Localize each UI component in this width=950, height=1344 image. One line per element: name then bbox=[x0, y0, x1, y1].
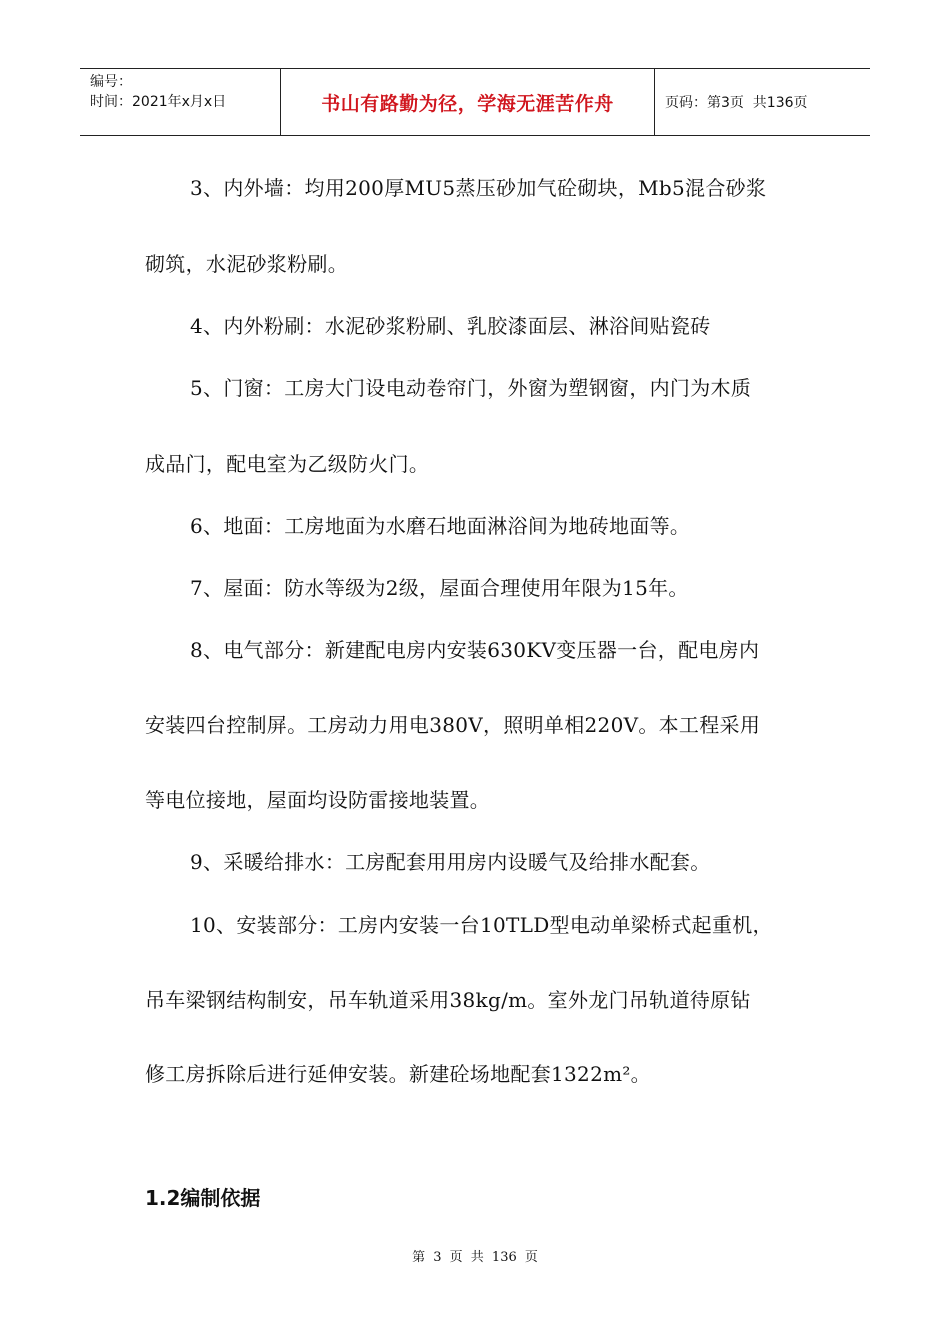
page-header bbox=[80, 68, 870, 136]
code-label: 编号： bbox=[90, 74, 132, 90]
section-heading: 1.2编制依据 bbox=[145, 1186, 261, 1210]
paragraph-line: 9、采暖给排水：工房配套用用房内设暖气及给排水配套。 bbox=[190, 850, 711, 874]
paragraph-line: 吊车梁钢结构制安，吊车轨道采用38kg/m。室外龙门吊轨道待原钻 bbox=[145, 988, 751, 1012]
paragraph-line: 砌筑，水泥砂浆粉刷。 bbox=[145, 252, 348, 276]
paragraph-line: 修工房拆除后进行延伸安装。新建砼场地配套1322m²。 bbox=[145, 1062, 651, 1086]
page-footer: 第 3 页 共 136 页 bbox=[412, 1250, 538, 1265]
header-meta bbox=[80, 69, 280, 135]
paragraph-line: 等电位接地，屋面均设防雷接地装置。 bbox=[145, 788, 491, 812]
paragraph-line: 7、屋面：防水等级为2级，屋面合理使用年限为15年。 bbox=[190, 576, 689, 600]
paragraph-line: 3、内外墙：均用200厚MU5蒸压砂加气砼砌块，Mb5混合砂浆 bbox=[190, 176, 767, 200]
paragraph-line: 8、电气部分：新建配电房内安装630KV变压器一台，配电房内 bbox=[190, 638, 760, 662]
header-page-info bbox=[655, 69, 870, 135]
paragraph-line: 成品门，配电室为乙级防火门。 bbox=[145, 452, 430, 476]
page-info-text: 页码：第3页 共136页 bbox=[665, 95, 808, 111]
paragraph-line: 6、地面：工房地面为水磨石地面淋浴间为地砖地面等。 bbox=[190, 514, 691, 538]
time-label: 时间：2021年x月x日 bbox=[90, 94, 227, 110]
paragraph-line: 10、安装部分：工房内安装一台10TLD型电动单梁桥式起重机， bbox=[190, 913, 773, 937]
paragraph-line: 5、门窗：工房大门设电动卷帘门，外窗为塑钢窗，内门为木质 bbox=[190, 376, 752, 400]
paragraph-line: 安装四台控制屏。工房动力用电380V，照明单相220V。本工程采用 bbox=[145, 713, 761, 737]
header-motto: 书山有路勤为径，学海无涯苦作舟 bbox=[280, 69, 655, 135]
paragraph-line: 4、内外粉刷：水泥砂浆粉刷、乳胶漆面层、淋浴间贴瓷砖 bbox=[190, 314, 711, 338]
